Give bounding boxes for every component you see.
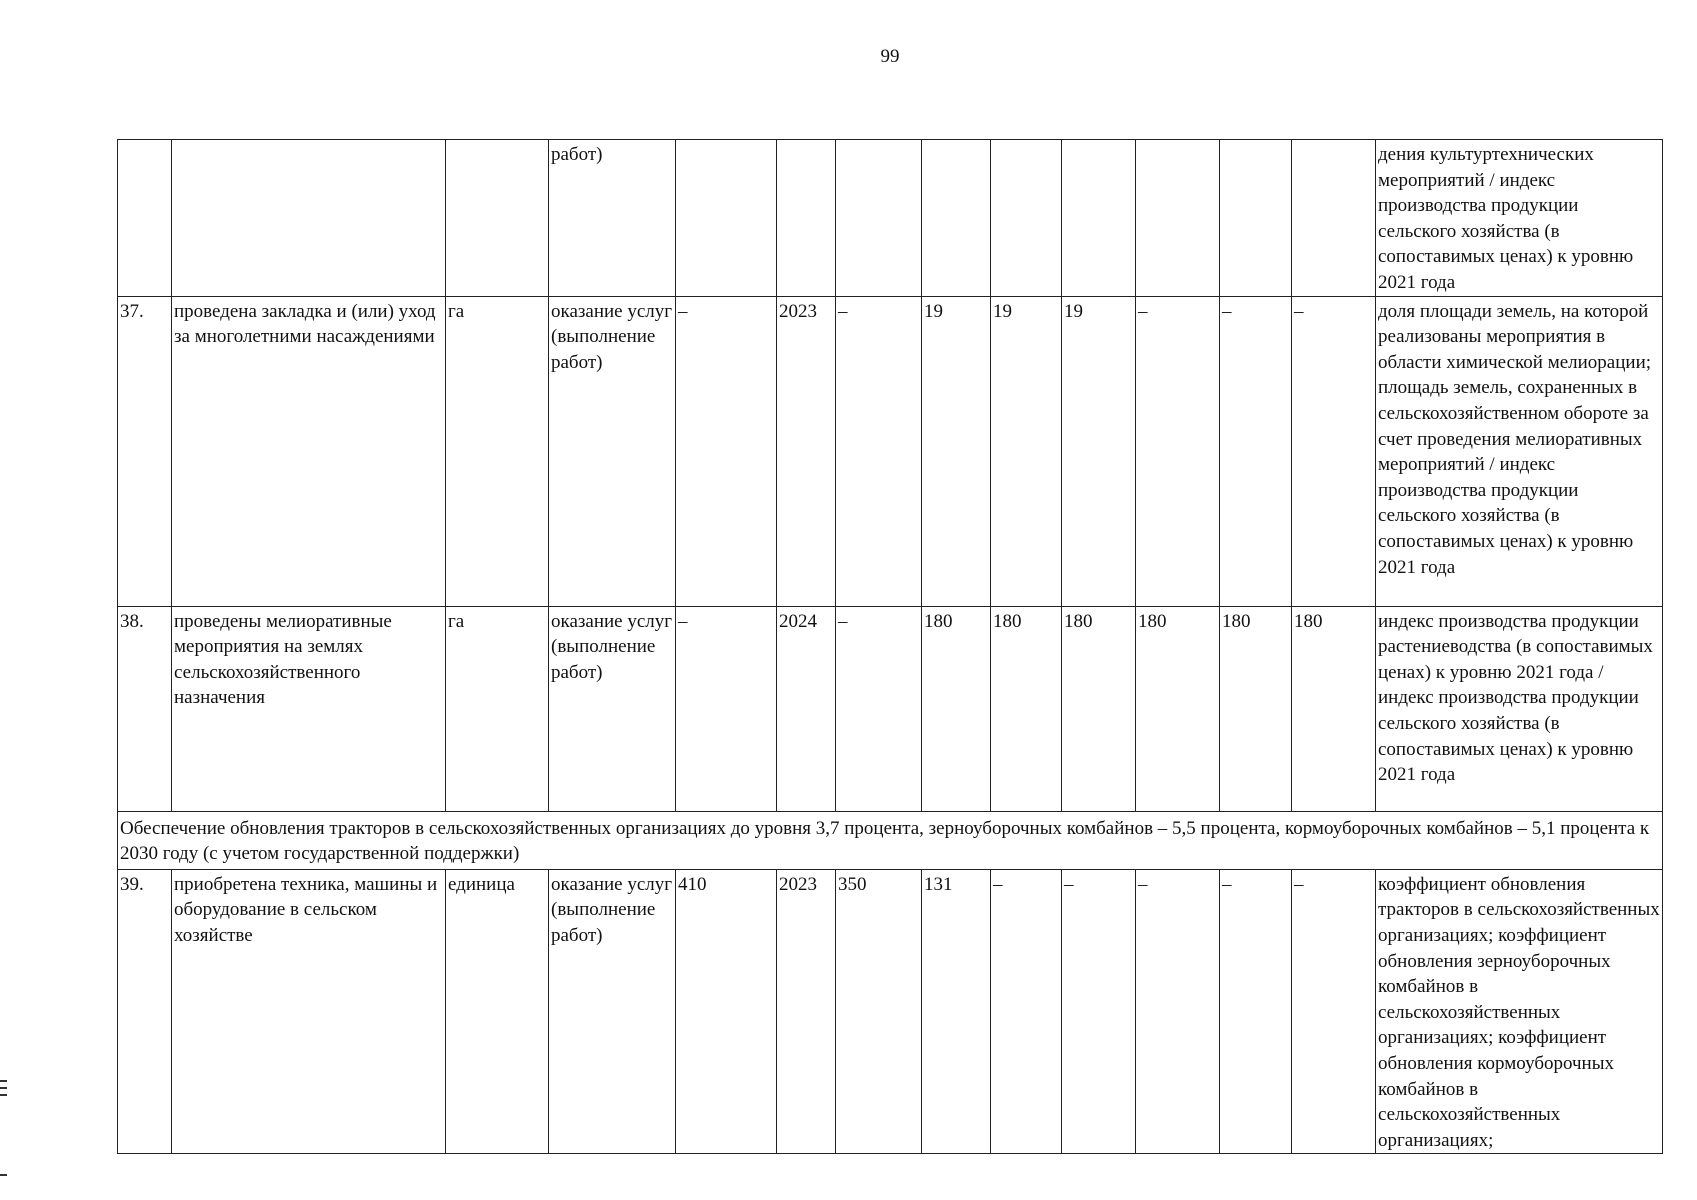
value-cell xyxy=(1062,140,1136,297)
value-cell: – xyxy=(1292,869,1376,1154)
row-number: 39. xyxy=(118,869,172,1154)
value-cell: 131 xyxy=(922,869,991,1154)
section-row xyxy=(118,811,1663,869)
indicator-text: индекс производства продукции растениеводства (в сопоставимых ценах) к уровню 2021 года / индекс производства продукции сельского хозяйства (в сопоставимых ценах) к уровню 2021 года xyxy=(1376,606,1663,811)
value-cell: – xyxy=(836,606,922,811)
result-name xyxy=(172,140,446,297)
row-number: 37. xyxy=(118,296,172,606)
result-name: приобретена техника, машины и оборудование в сельском хозяйстве xyxy=(172,869,446,1154)
section-heading: Обеспечение обновления тракторов в сельскохозяйственных организациях до уровня 3,7 процента, зерноуборочных комбайнов – 5,5 процента, кормоуборочных комбайнов – 5,1 процента к 2030 году (с учетом государственной поддержки) xyxy=(118,811,1663,869)
value-cell xyxy=(1136,140,1220,297)
value-cell: – xyxy=(1136,296,1220,606)
value-cell: – xyxy=(1220,869,1292,1154)
value-cell: 350 xyxy=(836,869,922,1154)
value-cell: 180 xyxy=(991,606,1062,811)
unit xyxy=(446,140,549,297)
row-number: 38. xyxy=(118,606,172,811)
base-year xyxy=(777,140,836,297)
base-value: 410 xyxy=(676,869,777,1154)
result-type: работ) xyxy=(549,140,676,297)
value-cell: – xyxy=(836,296,922,606)
base-value xyxy=(676,140,777,297)
base-year: 2023 xyxy=(777,296,836,606)
indicator-text: коэффициент обновления тракторов в сельскохозяйственных организациях; коэффициент обновления зерноуборочных комбайнов в сельскохозяйственных организациях; коэффициент обновления кормоуборочных комбайнов в сельскохозяйственных организациях; xyxy=(1376,869,1663,1154)
scan-mark xyxy=(0,1094,7,1096)
table-row xyxy=(118,606,1663,811)
value-cell: – xyxy=(1292,296,1376,606)
value-cell: 19 xyxy=(922,296,991,606)
value-cell: – xyxy=(1220,296,1292,606)
value-cell xyxy=(836,140,922,297)
unit: единица xyxy=(446,869,549,1154)
value-cell xyxy=(991,140,1062,297)
value-cell: 19 xyxy=(1062,296,1136,606)
base-value: – xyxy=(676,296,777,606)
unit: га xyxy=(446,606,549,811)
scan-mark xyxy=(0,1174,7,1176)
value-cell: – xyxy=(991,869,1062,1154)
value-cell: 180 xyxy=(1062,606,1136,811)
indicator-text: дения культуртехнических мероприятий / индекс производства продукции сельского хозяйства (в сопоставимых ценах) к уровню 2021 года xyxy=(1376,140,1663,297)
result-name: проведена закладка и (или) уход за многолетними насаждениями xyxy=(172,296,446,606)
result-type: оказание услуг (выполнение работ) xyxy=(549,606,676,811)
value-cell xyxy=(1292,140,1376,297)
result-type: оказание услуг (выполнение работ) xyxy=(549,296,676,606)
value-cell xyxy=(922,140,991,297)
value-cell xyxy=(1220,140,1292,297)
table-row xyxy=(118,296,1663,606)
base-value: – xyxy=(676,606,777,811)
value-cell: 180 xyxy=(922,606,991,811)
row-number xyxy=(118,140,172,297)
value-cell: 180 xyxy=(1292,606,1376,811)
base-year: 2024 xyxy=(777,606,836,811)
scan-mark xyxy=(0,1080,7,1082)
value-cell: 180 xyxy=(1220,606,1292,811)
value-cell: 180 xyxy=(1136,606,1220,811)
result-type: оказание услуг (выполнение работ) xyxy=(549,869,676,1154)
result-name: проведены мелиоративные мероприятия на землях сельскохозяйственного назначения xyxy=(172,606,446,811)
page-number: 99 xyxy=(880,46,900,67)
results-table xyxy=(117,139,1663,1154)
value-cell: – xyxy=(1062,869,1136,1154)
scan-mark xyxy=(0,1087,7,1089)
indicator-text: доля площади земель, на которой реализованы мероприятия в области химической мелиорации; площадь земель, сохраненных в сельскохозяйственном обороте за счет проведения мелиоративных мероприятий / индекс производства продукции сельского хозяйства (в сопоставимых ценах) к уровню 2021 года xyxy=(1376,296,1663,606)
table-row xyxy=(118,140,1663,297)
base-year: 2023 xyxy=(777,869,836,1154)
value-cell: – xyxy=(1136,869,1220,1154)
value-cell: 19 xyxy=(991,296,1062,606)
unit: га xyxy=(446,296,549,606)
table-row xyxy=(118,869,1663,1154)
